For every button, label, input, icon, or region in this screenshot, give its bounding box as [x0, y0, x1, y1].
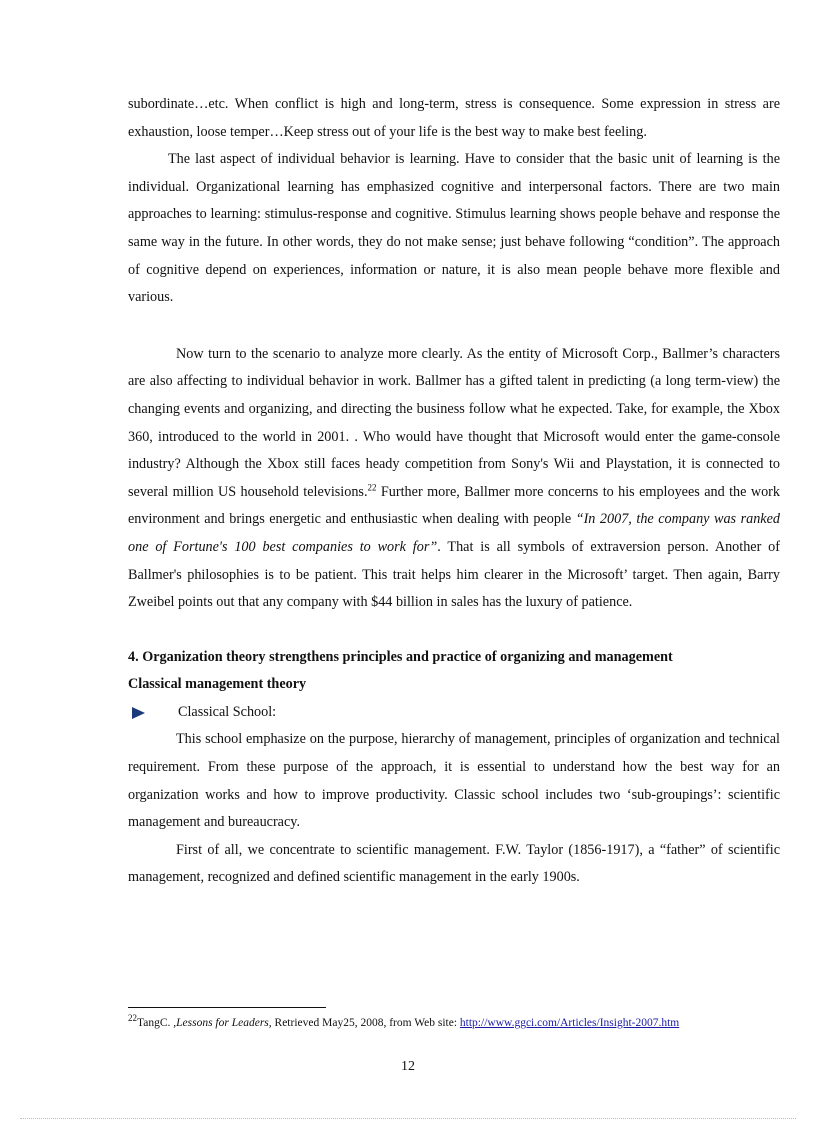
scenario-text-b: Further more, Ballmer more concerns to his employees and the work environment and brings energetic and enthusiastic when dealing with people — [128, 483, 780, 528]
paragraph-stress: subordinate…etc. When conflict is high and long-term, stress is consequence. Some expression in stress are exhaustion, loose temper…Keep stress out of your life is the best way to make best feeling. — [128, 96, 780, 140]
paragraph-scientific-management: First of all, we concentrate to scientific management. F.W. Taylor (1856-1917), a “father” of scientific management, recognized and defined scientific management in the early 1900s. — [128, 841, 780, 886]
page-bottom-border — [20, 1118, 796, 1119]
paragraph-learning: The last aspect of individual behavior is learning. Have to consider that the basic unit of learning is the individual. Organizational learning has emphasized cognitive and interpersonal factors. There are two main approaches to learning: stimulus-response and cognitive. Stimulus learning shows people behave and response the same way in the future. In other words, they do not make sense; just behave following “condition”. The approach of cognitive depend on experiences, information or nature, it is also mean people behave more flexible and various. — [128, 151, 780, 306]
footnote-ref: 22 — [367, 481, 377, 492]
section-heading: 4. Organization theory strengthens principles and practice of organizing and management — [128, 648, 673, 665]
scenario-text-c: . That is all symbols of extraversion person. Another of Ballmer's philosophies is to be patient. This trait helps him clearer in the Microsoft’ target. Then again, Barry Zweibel points out that any company with $44 billion in sales has the luxury of patience. — [128, 538, 780, 611]
footnote — [128, 1013, 768, 1031]
body-text — [128, 91, 780, 892]
footnote-retrieved: Retrieved May25, 2008, from Web site: — [271, 1017, 460, 1029]
bullet-item — [128, 699, 780, 727]
scenario-text-a: Now turn to the scenario to analyze more clearly. As the entity of Microsoft Corp., Ballmer’s characters are also affecting to individual behavior in work. Ballmer has a gifted talent in predicting (a long term-view) the changing events and organizing, and directing the business follow what he expected. Take, for example, the Xbox 360, introduced to the world in 2001. . Who would have thought that Microsoft would enter the game-console industry? Although the Xbox still faces heady competition from Sony's Wii and Playstation, it is connected to several million US household televisions. — [128, 345, 780, 500]
paragraph-scenario — [128, 341, 780, 617]
footnote-link[interactable]: http://www.ggci.com/Articles/Insight-2007.htm — [459, 1017, 680, 1029]
paragraph-classical-school: This school emphasize on the purpose, hierarchy of management, principles of organization and technical requirement. From these purpose of the approach, it is essential to understand how the best way for an organization works and how to improve productivity. Classic school includes two ‘sub-groupings’: scientific management and bureaucracy. — [128, 731, 780, 831]
subsection-heading: Classical management theory — [128, 676, 307, 693]
footnote-divider — [128, 1007, 326, 1008]
footnote-author: TangC. , — [137, 1017, 177, 1029]
page-number: 12 — [401, 1059, 415, 1074]
fortune-quote: “In 2007, the company was ranked one of Fortune's 100 best companies to work for” — [128, 511, 780, 555]
footnote-number: 22 — [128, 1013, 137, 1024]
bullet-label: Classical School: — [178, 703, 277, 720]
footnote-title: Lessons for Leaders, — [176, 1017, 272, 1029]
triangle-bullet-icon — [132, 707, 145, 719]
